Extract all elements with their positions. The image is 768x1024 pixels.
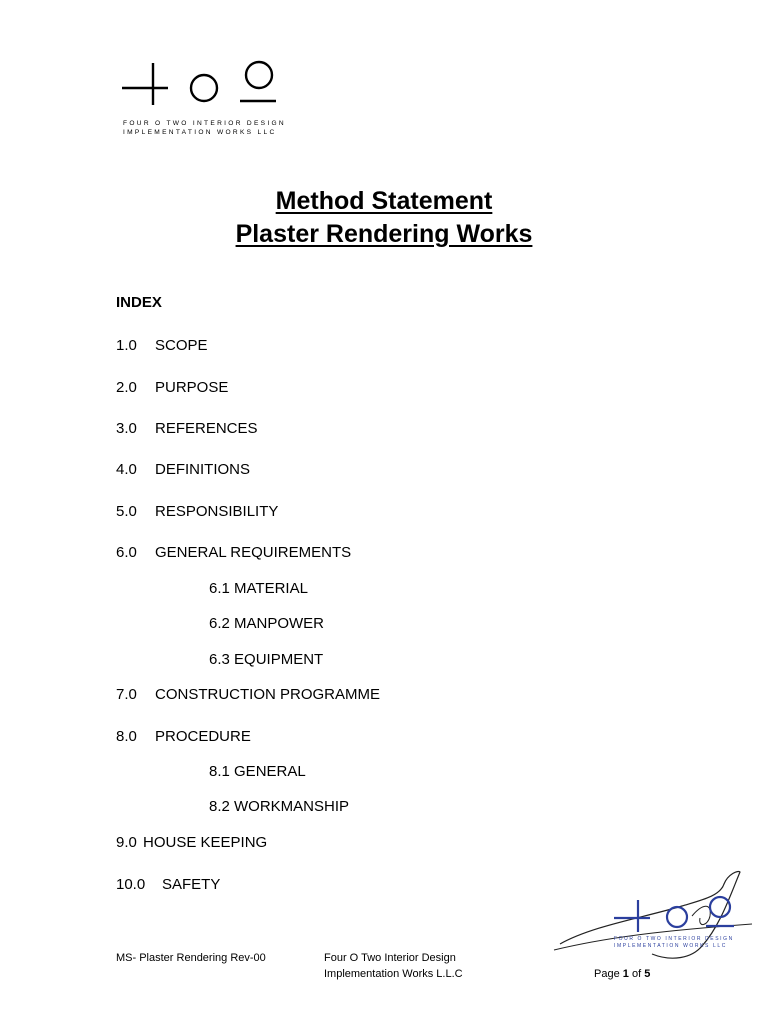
toc-subitem-manpower [209,615,324,632]
index-heading: INDEX [116,294,162,311]
toc-label: 6.2 MANPOWER [209,615,325,632]
toc-number: 6.0 [116,544,137,561]
toc-label: CONSTRUCTION PROGRAMME [155,686,380,703]
page-prefix: Page [594,968,620,980]
document-subtitle: Plaster Rendering Works [235,220,533,248]
logo-company-line-1: FOUR O TWO INTERIOR DESIGN [123,120,286,127]
logo-company-line-2: IMPLEMENTATION WORKS LLC [123,129,277,136]
toc-label: SCOPE [155,337,208,354]
toc-number: 9.0 [116,834,137,851]
toc-label: 6.3 EQUIPMENT [209,651,324,668]
toc-subitem-material [209,580,308,597]
document-title: Method Statement [275,187,493,215]
toc-item-references [116,420,258,437]
toc-label: PROCEDURE [155,728,251,745]
toc-item-purpose [116,379,228,396]
footer-doc-ref: MS- Plaster Rendering Rev-00 [116,952,266,964]
toc-label: REFERENCES [155,420,258,437]
toc-subitem-equipment [209,651,323,668]
toc-label: GENERAL REQUIREMENTS [155,544,352,561]
page-current: 1 [622,968,629,980]
footer-page-number [594,968,650,980]
page-of: of [631,968,642,980]
toc-number: 8.0 [116,728,137,745]
toc-item-scope [116,337,208,354]
footer-company-line-1: Four O Two Interior Design [324,952,456,964]
logo-company-name [123,119,286,137]
stamp-text-line-2: IMPLEMENTATION WORKS LLC [614,943,727,949]
footer-company-line-2: Implementation Works L.L.C [324,968,463,980]
toc-number: 10.0 [116,876,146,893]
toc-item-general-requirements [116,544,351,561]
toc-label: 8.2 WORKMANSHIP [209,798,350,815]
toc-item-construction-programme [116,686,380,703]
toc-item-safety [116,876,220,893]
toc-number: 5.0 [116,503,137,520]
stamp-text-line-1: FOUR O TWO INTERIOR DESIGN [614,936,734,942]
toc-number: 7.0 [116,686,137,703]
toc-number: 3.0 [116,420,137,437]
toc-subitem-workmanship [209,798,349,815]
page-total: 5 [644,968,651,980]
toc-subitem-general [209,763,306,780]
toc-label: 6.1 MATERIAL [209,580,308,597]
toc-item-responsibility [116,503,278,520]
toc-label: HOUSE KEEPING [143,834,268,851]
toc-label: SAFETY [162,876,221,893]
toc-label: RESPONSIBILITY [155,503,279,520]
toc-number: 2.0 [116,379,137,396]
toc-item-definitions [116,461,250,478]
toc-item-house-keeping [116,834,267,851]
toc-number: 4.0 [116,461,137,478]
toc-item-procedure [116,728,251,745]
toc-label: DEFINITIONS [155,461,251,478]
toc-number: 1.0 [116,337,137,354]
toc-label: 8.1 GENERAL [209,763,306,780]
signature-stamp-icon [552,866,762,966]
toc-label: PURPOSE [155,379,229,396]
